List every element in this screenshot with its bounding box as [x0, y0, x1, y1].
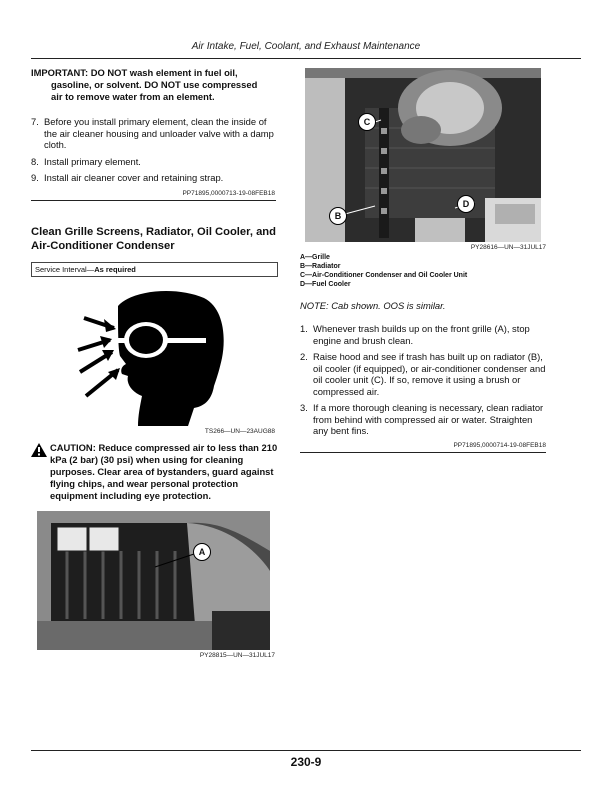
callout-a: A: [193, 543, 211, 561]
service-interval-label: Service Interval—: [35, 265, 95, 274]
important-line-3: air to remove water from an element.: [51, 91, 215, 102]
list-item: 1. Whenever trash builds up on the front grille (A), stop engine and brush clean.: [300, 323, 530, 346]
section-rule-left: [31, 200, 276, 201]
page-number: 230-9: [290, 755, 322, 769]
running-header: Air Intake, Fuel, Coolant, and Exhaust Maintenance: [191, 41, 421, 52]
warning-triangle-icon: [31, 443, 47, 460]
section-rule-right: [300, 452, 546, 453]
eye-protection-image: [76, 288, 246, 428]
list-item: 8. Install primary element.: [31, 155, 141, 167]
reference-code-radiator: PY28616—UN—31JUL17: [470, 244, 546, 251]
service-interval-box: [31, 262, 278, 277]
legend-item: B—Radiator: [300, 263, 341, 270]
caution-text: Reduce compressed air to less than 210 kPa (2 bar) (30 psi) when using for cleaning purposes. Clear area of bystanders, guard against flying chips, and wear personal protection equipment including eye protection.: [50, 442, 278, 501]
steps-right-list: [300, 323, 550, 437]
list-item: 2. Raise hood and see if trash has built up on radiator (B), oil cooler (if equipped), or air-conditioner condenser and oil cooler unit (C). If so, remove it using a brush or compressed air.: [300, 351, 546, 397]
service-interval-value: As required: [94, 265, 136, 274]
footer-rule: [31, 750, 581, 751]
reference-code-safety: TS266—UN—23AUG88: [204, 428, 275, 435]
callout-b: B: [329, 207, 347, 225]
reference-code-right: PP71895,0000714-19-08FEB18: [453, 442, 546, 449]
note: NOTE: Cab shown. OOS is similar.: [300, 300, 446, 311]
important-label: IMPORTANT:: [31, 67, 89, 78]
callout-d: D: [457, 195, 475, 213]
caution-label: CAUTION:: [50, 442, 96, 453]
figure-legend: [300, 253, 550, 289]
reference-code-top: PP71895,0000713-19-08FEB18: [182, 190, 275, 197]
callout-c: C: [358, 113, 376, 131]
list-item: 7. Before you install primary element, clean the inside of the air cleaner housing and unloader valve with a damp cloth.: [31, 116, 274, 150]
caution-notice: [31, 442, 279, 502]
legend-item: C—Air-Conditioner Condenser and Oil Cooler Unit: [300, 272, 468, 279]
section-title: Clean Grille Screens, Radiator, Oil Cooler, and Air-Conditioner Condenser: [31, 226, 276, 252]
legend-item: D—Fuel Cooler: [300, 281, 351, 288]
important-line-1: DO NOT wash element in fuel oil,: [90, 67, 238, 78]
header-rule: [31, 58, 581, 59]
list-item: 9. Install air cleaner cover and retaining strap.: [31, 172, 224, 183]
steps-top-list: [31, 116, 279, 184]
list-item: 3. If a more thorough cleaning is necessary, clean radiator from behind with compressed air or water. Straighten any bent fins.: [300, 402, 544, 436]
reference-code-grille: PY28815—UN—31JUL17: [199, 652, 275, 659]
grille-photo: [37, 511, 270, 650]
important-line-2: gasoline, or solvent. DO NOT use compressed: [51, 79, 258, 90]
legend-item: A—Grille: [300, 254, 330, 261]
radiator-photo: [305, 68, 541, 242]
important-notice: [31, 67, 281, 103]
